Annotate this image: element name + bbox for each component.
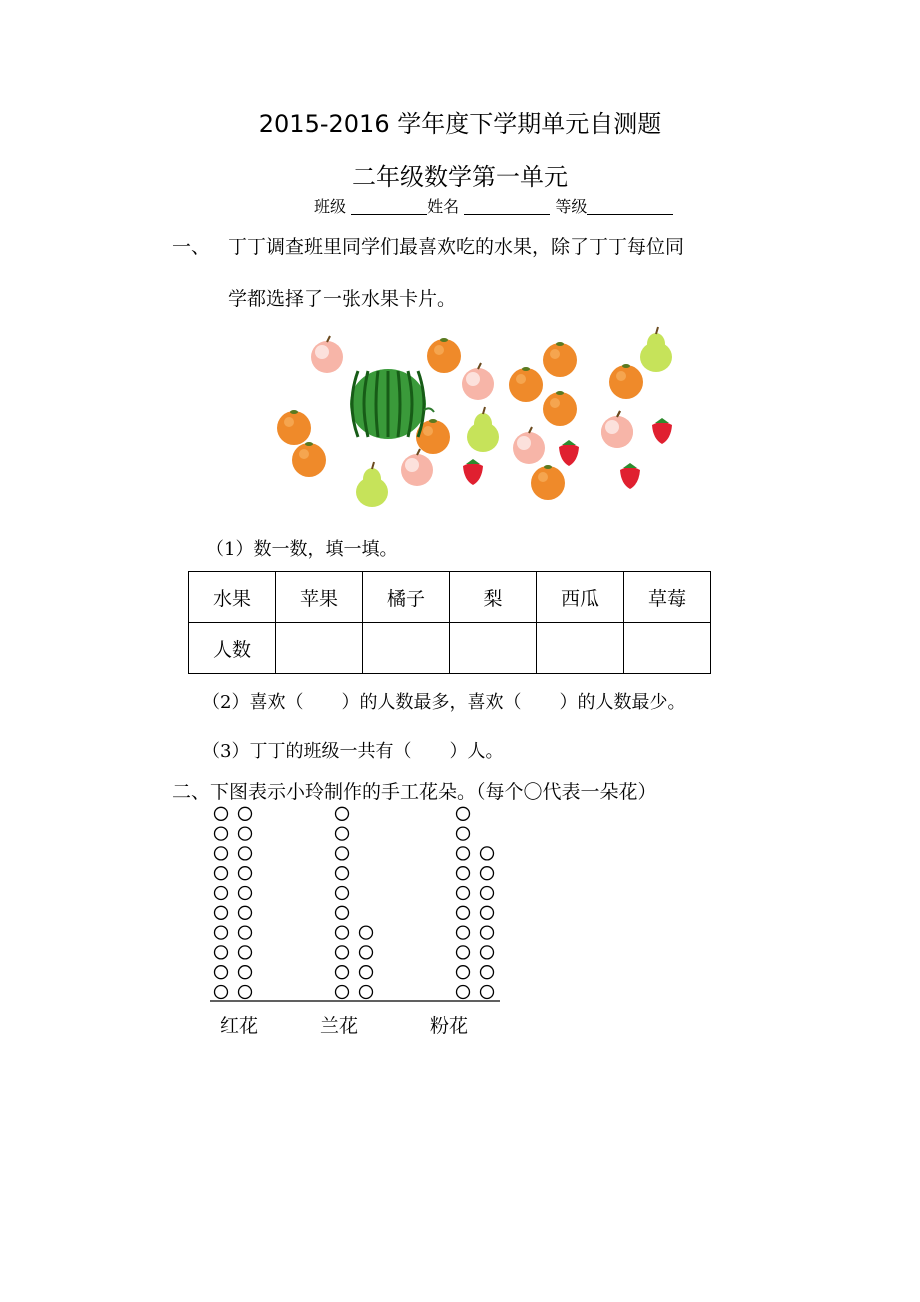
part-2-text-b: ）的人数最多，喜欢（ — [341, 692, 522, 713]
table-header-cell: 苹果 — [276, 572, 363, 623]
flower-symbol — [481, 946, 494, 959]
flower-symbol — [239, 926, 252, 939]
flower-symbol — [215, 807, 228, 820]
grade-label: 等级 — [555, 197, 588, 216]
flower-symbol — [336, 827, 349, 840]
flower-symbol — [481, 906, 494, 919]
part-3-text-b: ）人。 — [449, 741, 504, 762]
table-header-cell: 橘子 — [363, 572, 450, 623]
part-3-text-a: （3）丁丁的班级一共有（ — [202, 741, 412, 762]
flower-symbol — [360, 946, 373, 959]
flower-symbol — [457, 946, 470, 959]
flower-symbol — [360, 966, 373, 979]
flower-symbol — [336, 986, 349, 999]
flower-symbol — [457, 827, 470, 840]
flower-symbol — [336, 887, 349, 900]
flower-symbol — [457, 887, 470, 900]
table-header-cell: 草莓 — [624, 572, 711, 623]
flower-symbol — [239, 966, 252, 979]
part-2-text-a: （2）喜欢（ — [202, 692, 304, 713]
flower-symbol — [215, 847, 228, 860]
flower-symbol — [215, 926, 228, 939]
flower-symbol — [336, 847, 349, 860]
flower-symbol — [457, 847, 470, 860]
flower-symbol — [215, 946, 228, 959]
flower-symbol — [360, 926, 373, 939]
table-header-cell: 水果 — [189, 572, 276, 623]
flower-symbol — [457, 966, 470, 979]
flower-symbol — [336, 946, 349, 959]
flower-symbol — [336, 966, 349, 979]
flower-symbol — [457, 906, 470, 919]
flower-symbol — [215, 986, 228, 999]
flower-symbol — [481, 867, 494, 880]
flower-symbol — [215, 827, 228, 840]
category-label: 兰花 — [320, 1015, 359, 1037]
question-1-text-line1: 丁丁调查班里同学们最喜欢吃的水果，除了丁丁每位同 — [228, 236, 685, 258]
flower-symbol — [239, 946, 252, 959]
name-label: 姓名 — [427, 197, 460, 216]
flower-symbol — [336, 867, 349, 880]
flower-symbol — [481, 966, 494, 979]
flower-symbol — [215, 887, 228, 900]
flower-symbol — [457, 926, 470, 939]
table-header-cell: 西瓜 — [537, 572, 624, 623]
flower-symbol — [239, 827, 252, 840]
flower-symbol — [215, 966, 228, 979]
category-label: 粉花 — [430, 1015, 469, 1037]
flower-symbol — [239, 807, 252, 820]
question-1-part-1: （1）数一数，填一填。 — [206, 539, 398, 560]
flower-symbol — [457, 867, 470, 880]
part-2-text-c: ）的人数最少。 — [559, 692, 686, 713]
flower-symbol — [336, 926, 349, 939]
category-label: 红花 — [220, 1015, 259, 1037]
flower-symbol — [239, 887, 252, 900]
flower-symbol — [481, 926, 494, 939]
flower-symbol — [239, 906, 252, 919]
question-2-text: 二、下图表示小玲制作的手工花朵。（每个〇代表一朵花） — [172, 781, 657, 803]
table-row-label: 人数 — [189, 623, 276, 674]
flower-symbol — [336, 807, 349, 820]
flower-symbol — [239, 847, 252, 860]
page-title: 2015-2016 学年度下学期单元自测题 — [258, 110, 662, 138]
question-1-number: 一、 — [172, 236, 211, 258]
flower-symbol — [239, 986, 252, 999]
flower-symbol — [457, 986, 470, 999]
flower-symbol — [481, 847, 494, 860]
flower-symbol — [336, 906, 349, 919]
class-label: 班级 — [314, 197, 347, 216]
flower-symbol — [481, 887, 494, 900]
flower-symbol — [215, 906, 228, 919]
table-header-cell: 梨 — [450, 572, 537, 623]
flower-symbol — [360, 986, 373, 999]
flower-symbol — [457, 807, 470, 820]
question-1-text-line2: 学都选择了一张水果卡片。 — [228, 288, 457, 310]
flower-symbol — [239, 867, 252, 880]
flower-symbol — [215, 867, 228, 880]
page-subtitle: 二年级数学第一单元 — [352, 163, 568, 191]
flower-symbol — [481, 986, 494, 999]
